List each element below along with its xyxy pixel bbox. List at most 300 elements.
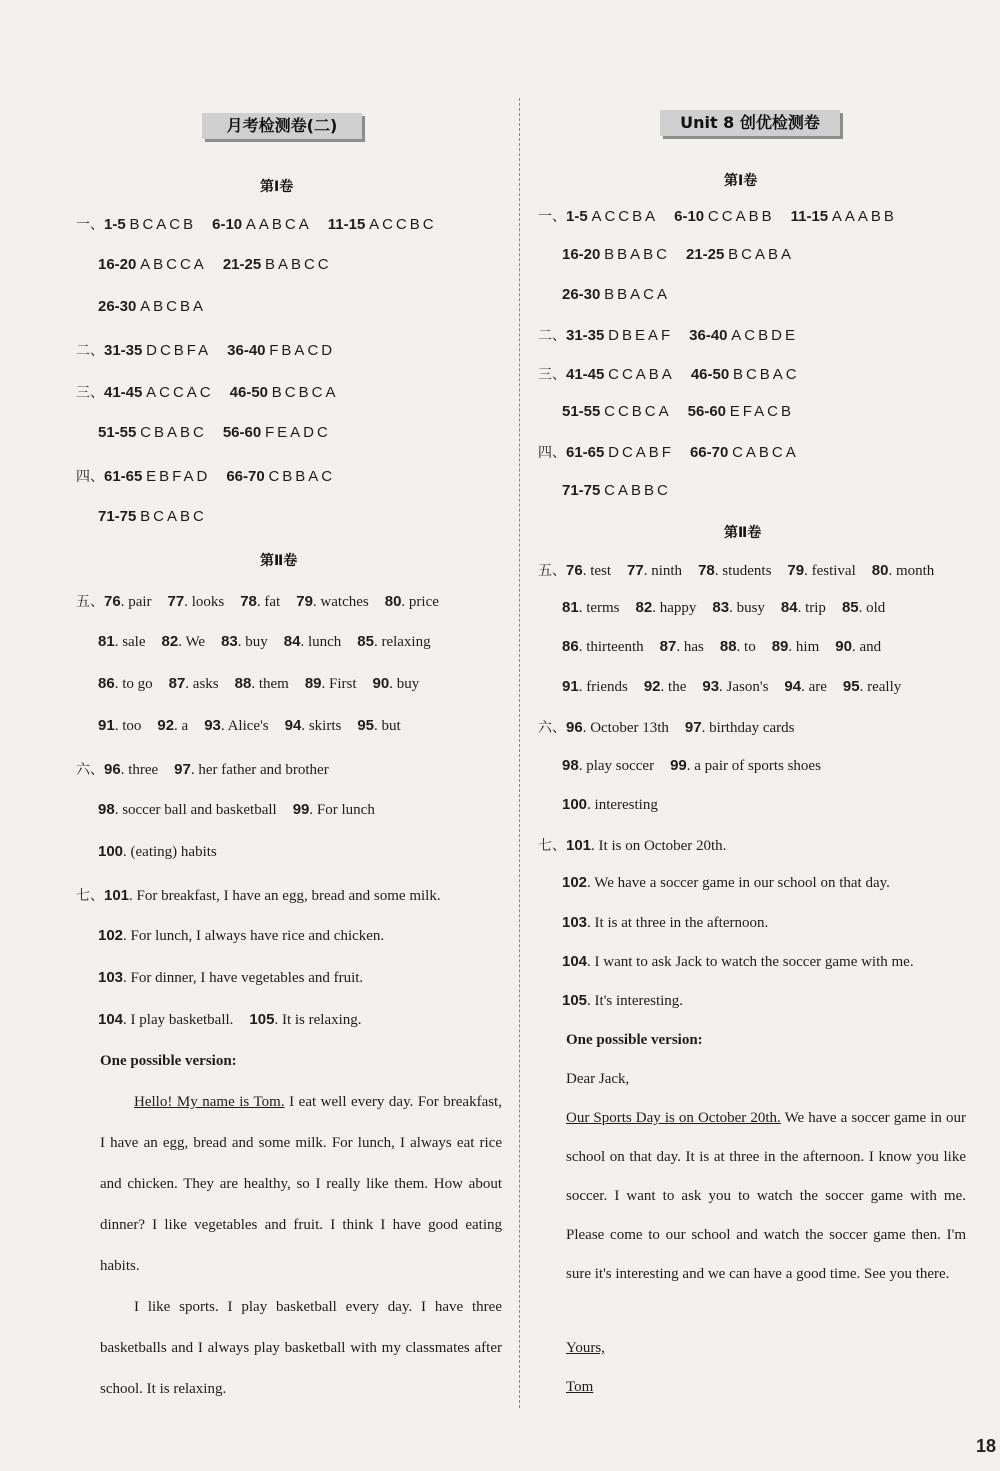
question-number: 83 [712,599,730,616]
answer-text: CCABB [707,208,775,225]
answer-text: price [408,594,439,610]
answer-text: friends [586,679,628,695]
question-number: 94 [784,678,802,695]
left-sec7-line4 [98,1011,378,1029]
answer-item: 104. I want to ask Jack to watch the soccer game with me. [562,953,914,970]
answer-text: CBABC [140,424,207,441]
question-number: 93 [204,717,221,734]
answer-item [566,445,674,461]
right-sec3-line1 [538,364,816,384]
answer-text: has [683,639,704,655]
question-number: 87 [168,675,186,692]
answer-text: him [795,639,820,655]
left-sec7-line3 [98,969,379,987]
question-number: 87 [659,638,677,655]
answer-text: BCACB [129,216,197,233]
answer-item: 92. a [157,717,189,734]
section-number: 四、 [538,445,566,461]
answer-item: 90. buy [372,675,420,692]
question-number: 97 [684,719,702,736]
answer-text: BBACA [604,286,670,303]
answer-item: 98. play soccer [562,757,655,774]
answer-text: really [867,679,902,695]
left-sec5-line4 [98,717,417,735]
answer-text: test [590,563,612,579]
right-sec7-line5 [562,992,699,1010]
answer-item [566,328,673,344]
answer-text: I want to ask Jack to watch the soccer game with me. [594,954,914,970]
answer-text: relaxing [381,634,431,650]
section-number: 一、 [538,209,566,225]
right-sec7-line3 [562,914,784,932]
answer-item: 90. and [835,638,882,655]
left-sec4-line1 [76,466,351,486]
answer-item: 89. First [304,675,357,692]
answer-item: 101. It is on October 20th. [566,837,727,854]
answer-item [98,299,206,315]
answer-text: DBEAF [608,327,674,344]
question-number: 105 [249,1011,275,1028]
right-letter-opening: Our Sports Day is on October 20th. [566,1110,781,1126]
answer-text: BCABC [140,508,207,525]
answer-item: 93. Jason's [702,678,769,695]
answer-item [104,343,211,359]
question-number: 104 [98,1011,124,1028]
left-sec5-line2 [98,633,447,651]
answer-item [562,287,670,303]
answer-item: 78. fat [240,593,281,610]
question-number: 16-20 [562,246,601,263]
question-number: 21-25 [222,256,262,273]
answer-item: 79. festival [787,562,856,579]
answer-item: 101. For breakfast, I have an egg, bread and some milk. [104,887,441,904]
question-number: 1-5 [566,208,588,225]
section-number: 四、 [76,469,104,485]
answer-item [566,209,658,225]
right-sec6-line1 [538,717,811,737]
question-number: 79 [296,593,313,610]
answer-item [230,385,339,401]
left-essay-paragraph-1 [100,1082,502,1287]
answer-text: thirteenth [586,639,644,655]
left-sec7-line2 [98,927,400,945]
answer-text: trip [805,600,826,616]
question-number: 46-50 [690,366,730,383]
column-divider [519,98,520,1408]
answer-text: DCABF [608,444,674,461]
answer-text: For lunch [316,802,375,818]
question-number: 36-40 [227,342,266,359]
question-number: 85 [357,633,374,650]
right-letter-greeting: Dear Jack, [566,1071,630,1087]
answer-text: and [859,639,882,655]
answer-item [223,425,331,441]
answer-text: ninth [651,563,683,579]
question-number: 94 [284,717,302,734]
section-number: 三、 [538,367,566,383]
answer-text: a [181,718,189,734]
question-number: 90 [372,675,390,692]
left-sec5-line1 [76,591,455,611]
answer-text: ACBDE [731,327,798,344]
answer-text: BCBCA [271,384,339,401]
answer-text: birthday cards [709,720,795,736]
answer-text: happy [659,600,697,616]
question-number: 92 [643,678,661,695]
answer-item [791,209,897,225]
question-number: 79 [787,562,805,579]
section-number: 二、 [538,328,566,344]
section-number: 七、 [76,888,104,904]
answer-item: 89. him [771,638,820,655]
question-number: 83 [221,633,238,650]
question-number: 26-30 [562,286,601,303]
answer-item: 97. birthday cards [684,719,795,736]
question-number: 104 [562,953,588,970]
page-number: 18 [975,1436,996,1456]
answer-text: month [895,563,935,579]
answer-item: 86. to go [98,675,153,692]
left-sec1-line3 [98,298,222,316]
answer-text: a pair of sports shoes [694,758,821,774]
question-number: 36-40 [689,327,728,344]
answer-text: terms [586,600,620,616]
answer-text: soccer ball and basketball [122,802,277,818]
question-number: 96 [104,761,121,778]
question-number: 61-65 [566,444,605,461]
right-sec6-line3 [562,796,674,814]
question-number: 26-30 [98,298,137,315]
answer-text: It is relaxing. [281,1012,362,1028]
right-sec7-line2 [562,874,906,892]
answer-text: but [381,718,401,734]
answer-item [686,247,794,263]
left-essay-paragraph-2: I like sports. I play basketball every day. I have three basketballs and I always play basketball with my classmates after school. It is relaxing. [100,1299,502,1397]
answer-item: 87. asks [168,675,219,692]
question-number: 88 [719,638,737,655]
answer-item: 76. test [566,562,612,579]
question-number: 51-55 [562,403,601,420]
question-number: 98 [562,757,579,774]
section-number: 二、 [76,343,104,359]
right-sec3-line2 [562,403,810,421]
left-sec4-line2 [98,508,223,526]
answer-item [566,367,675,383]
answer-text: asks [192,676,219,692]
answer-item [562,404,672,420]
answer-item: 87. has [659,638,704,655]
question-number: 101 [566,837,592,854]
answer-item [691,367,800,383]
answer-item: 102. We have a soccer game in our school on that day. [562,874,890,891]
question-number: 41-45 [566,366,605,383]
answer-item: 80. price [384,593,439,610]
answer-item: 104. I play basketball. [98,1011,234,1028]
answer-item: 78. students [698,562,772,579]
answer-text: festival [811,563,856,579]
answer-item: 79. watches [296,593,369,610]
question-number: 6-10 [674,208,705,225]
left-essay-opening: Hello! My name is Tom. [134,1094,285,1110]
answer-text: It's interesting. [594,993,684,1009]
answer-item [226,469,335,485]
answer-text: ABCCA [140,256,207,273]
question-number: 99 [292,801,310,818]
right-part2-heading: 第Ⅱ卷 [724,525,762,541]
answer-item [104,217,196,233]
answer-item: 91. too [98,717,142,734]
answer-item: 105. It's interesting. [562,992,684,1009]
section-number: 五、 [538,563,566,579]
question-number: 11-15 [790,208,829,225]
answer-item: 84. lunch [283,633,342,650]
question-number: 80 [384,593,402,610]
answer-text: For breakfast, I have an egg, bread and some milk. [136,888,441,904]
answer-text: CCABA [608,366,675,383]
question-number: 78 [698,562,715,579]
answer-item: 103. For dinner, I have vegetables and fruit. [98,969,364,986]
question-number: 16-20 [98,256,137,273]
section-number: 六、 [538,720,566,736]
answer-item [223,257,332,273]
section-number: 七、 [538,838,566,854]
answer-text: We have a soccer game in our school on that day. [594,875,890,891]
answer-item: 77. looks [167,593,225,610]
section-number: 五、 [76,594,104,610]
answer-item: 80. month [871,562,935,579]
question-number: 100 [562,796,588,813]
question-number: 92 [157,717,175,734]
question-number: 46-50 [229,384,269,401]
answer-item: 95. but [357,717,401,734]
answer-item: 105. It is relaxing. [249,1011,362,1028]
question-number: 103 [562,914,588,931]
question-number: 84 [780,599,798,616]
answer-item: 96. three [104,761,159,778]
answer-text: to go [122,676,153,692]
left-sec3-line2 [98,424,347,442]
left-sec6-line1 [76,759,345,779]
answer-item: 99. For lunch [292,801,375,818]
answer-text: CBBAC [268,468,336,485]
answer-text: EFACB [729,403,794,420]
answer-item: 95. really [842,678,902,695]
question-number: 61-65 [104,468,143,485]
question-number: 21-25 [685,246,725,263]
question-number: 56-60 [687,403,727,420]
left-title: 月考检测卷(二) [202,113,362,139]
answer-text: too [122,718,142,734]
question-number: 81 [562,599,579,616]
answer-text: ACCBC [369,216,437,233]
question-number: 93 [702,678,720,695]
answer-text: her father and brother [198,762,329,778]
answer-text: BBABC [604,246,670,263]
left-sec3-line1 [76,382,354,402]
right-title: Unit 8 创优检测卷 [660,110,840,136]
answer-text: play soccer [586,758,655,774]
answer-item: 100. interesting [562,796,658,813]
left-part2-heading: 第Ⅱ卷 [260,553,298,569]
question-number: 105 [562,992,588,1009]
right-sec6-line2 [562,757,837,775]
question-number: 98 [98,801,115,818]
answer-item: 94. are [784,678,827,695]
answer-text: sale [122,634,146,650]
question-number: 101 [104,887,130,904]
right-letter-signature: Tom [566,1379,594,1395]
answer-text: looks [191,594,225,610]
question-number: 80 [871,562,889,579]
question-number: 96 [566,719,583,736]
answer-text: For dinner, I have vegetables and fruit. [130,970,364,986]
left-sec5-line3 [98,675,435,693]
answer-text: ACCAC [146,384,214,401]
right-sec1-line3 [562,286,686,304]
question-number: 31-35 [566,327,605,344]
answer-item: 83. busy [712,599,765,616]
answer-text: First [329,676,357,692]
answer-text: pair [128,594,152,610]
question-number: 100 [98,843,124,860]
right-sec5-line1 [538,560,950,580]
answer-item [674,209,774,225]
left-sec2-line1 [76,340,351,360]
right-sec5-line2 [562,599,901,617]
left-sec1-line1 [76,214,453,234]
answer-item [689,328,798,344]
answer-text: It is at three in the afternoon. [594,915,769,931]
answer-text: AAABB [831,208,897,225]
question-number: 66-70 [226,468,265,485]
answer-item: 84. trip [780,599,826,616]
right-part1-heading: 第Ⅰ卷 [724,173,758,189]
question-number: 102 [98,927,124,944]
right-letter-body-rest: We have a soccer game in our school on that day. It is at three in the afternoon. I know you like soccer. I want to ask you to watch the soccer game with me. Please come to our school and watch the soccer game then. I'm sure it's interesting and we can have a good time. See you there. [566,1110,966,1282]
answer-item [690,445,799,461]
left-sec6-line3 [98,843,233,861]
answer-item: 99. a pair of sports shoes [670,757,821,774]
answer-text: CABCA [732,444,799,461]
answer-item: 88. to [719,638,756,655]
question-number: 103 [98,969,124,986]
answer-text: Alice's [227,718,269,734]
question-number: 76 [104,593,121,610]
answer-text: old [866,600,886,616]
right-sec1-line2 [562,246,810,264]
question-number: 77 [167,593,185,610]
answer-text: watches [320,594,369,610]
answer-text: three [128,762,159,778]
question-number: 71-75 [562,482,601,499]
answer-item: 91. friends [562,678,628,695]
answer-item [562,483,671,499]
right-sec7-line4 [562,953,930,971]
answer-text: buy [245,634,268,650]
answer-text: FEADC [264,424,331,441]
question-number: 95 [357,717,375,734]
question-number: 71-75 [98,508,137,525]
answer-item: 85. relaxing [357,633,431,650]
question-number: 1-5 [104,216,126,233]
answer-item [328,217,437,233]
answer-text: October 13th [590,720,669,736]
question-number: 78 [240,593,257,610]
right-sec1-line1 [538,206,913,226]
question-number: 89 [771,638,789,655]
question-number: 56-60 [222,424,262,441]
answer-text: EBFAD [146,468,211,485]
answer-text: to [744,639,756,655]
right-letter-body [566,1099,966,1294]
answer-item [98,509,207,525]
question-number: 51-55 [98,424,137,441]
right-sec4-line1 [538,442,815,462]
answer-text: them [258,676,289,692]
answer-item: 98. soccer ball and basketball [98,801,277,818]
section-number: 一、 [76,217,104,233]
question-number: 102 [562,874,588,891]
answer-item: 85. old [841,599,886,616]
answer-text: interesting [594,797,658,813]
answer-text: busy [736,600,765,616]
answer-item: 93. Alice's [204,717,269,734]
question-number: 89 [304,675,322,692]
left-essay-body: I eat well every day. For breakfast, I have an egg, bread and some milk. For lunch, I always eat rice and chicken. They are healthy, so I really like them. How about dinner? I like vegetables and fruit. I think I have good eating habits. [100,1094,502,1274]
answer-item [104,469,210,485]
answer-text: BCABA [728,246,794,263]
answer-item: 88. them [234,675,289,692]
left-sec7-line1 [76,885,457,905]
answer-item: 100. (eating) habits [98,843,217,860]
answer-item: 103. It is at three in the afternoon. [562,914,769,931]
answer-item: 82. happy [635,599,697,616]
question-number: 97 [174,761,191,778]
right-sec5-line4 [562,678,917,696]
answer-item: 83. buy [221,633,268,650]
answer-text: BABCC [264,256,332,273]
right-sec7-line1 [538,835,742,855]
left-part1-heading: 第Ⅰ卷 [260,179,294,195]
left-version-label: One possible version: [100,1053,237,1069]
answer-text: (eating) habits [130,844,217,860]
question-number: 99 [670,757,687,774]
answer-item: 82. We [161,633,206,650]
answer-text: ABCBA [140,298,206,315]
right-sec2-line1 [538,325,814,345]
left-sec1-line2 [98,256,348,274]
question-number: 88 [234,675,252,692]
question-number: 91 [562,678,579,695]
answer-item [212,217,312,233]
question-number: 82 [635,599,653,616]
answer-item [104,385,214,401]
answer-item: 97. her father and brother [174,761,329,778]
answer-item [227,343,335,359]
answer-text: CCBCA [604,403,672,420]
answer-item: 81. sale [98,633,146,650]
section-number: 三、 [76,385,104,401]
answer-item: 92. the [643,678,687,695]
answer-text: buy [396,676,420,692]
answer-item: 86. thirteenth [562,638,644,655]
answer-text: lunch [307,634,342,650]
answer-text: FBACD [269,342,336,359]
answer-item [688,404,794,420]
question-number: 86 [562,638,579,655]
answer-text: ACCBA [591,208,659,225]
answer-text: CABBC [604,482,671,499]
